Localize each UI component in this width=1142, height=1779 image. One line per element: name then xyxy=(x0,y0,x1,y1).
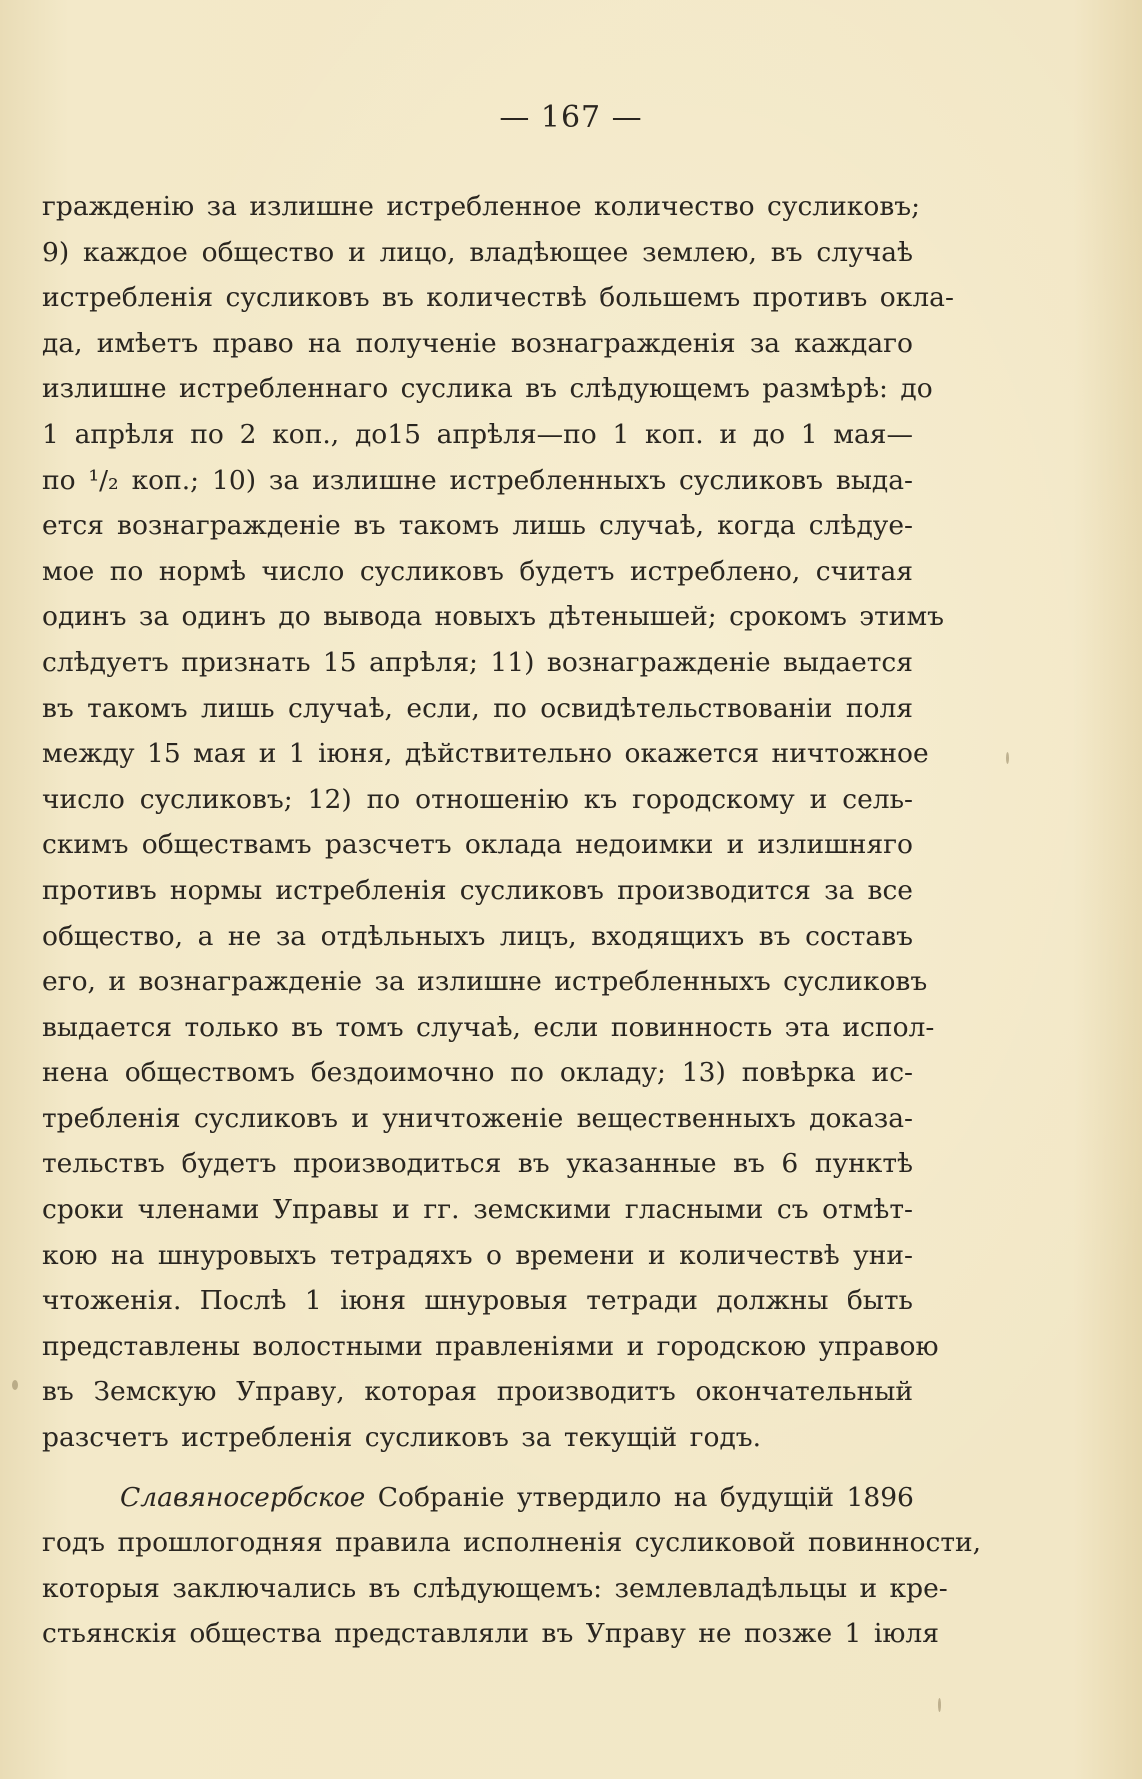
text-line: чтоженія. Послѣ 1 іюня шнуровыя тетради должны быть xyxy=(42,1285,913,1317)
text-line: общество, а не за отдѣльныхъ лицъ, входящихъ въ составъ xyxy=(42,920,913,952)
text-line: 9) каждое общество и лицо, владѣющее землею, въ случаѣ xyxy=(42,236,913,268)
place-name: Славяносербское xyxy=(120,1481,366,1513)
paper-speck xyxy=(938,1698,941,1712)
text-line: въ такомъ лишь случаѣ, если, по освидѣтельствованіи поля xyxy=(42,692,913,724)
text-line: излишне истребленнаго суслика въ слѣдующемъ размѣрѣ: до xyxy=(42,373,933,405)
text-line: тельствъ будетъ производиться въ указанные въ 6 пунктѣ xyxy=(42,1148,913,1180)
text-line: въ Земскую Управу, которая производитъ окончательный xyxy=(42,1376,913,1408)
text-line: скимъ обществамъ разсчетъ оклада недоимки и излишняго xyxy=(42,829,913,861)
body-text xyxy=(42,184,982,1657)
text-line: его, и вознагражденіе за излишне истребленныхъ сусликовъ xyxy=(42,966,928,998)
paper-speck xyxy=(1006,752,1009,764)
text-line: противъ нормы истребленія сусликовъ производится за все xyxy=(42,874,913,906)
text-line: сроки членами Управы и гг. земскими гласными съ отмѣт- xyxy=(42,1194,913,1226)
paragraph-1 xyxy=(42,184,954,1461)
text-line: годъ прошлогодняя правила исполненія сусликовой повинности, xyxy=(42,1527,982,1559)
text-line: истребленія сусликовъ въ количествѣ большемъ противъ окла- xyxy=(42,282,954,314)
text-line: нена обществомъ бездоимочно по окладу; 13) повѣрка ис- xyxy=(42,1057,913,1089)
text-line: ется вознагражденіе въ такомъ лишь случаѣ, когда слѣдуе- xyxy=(42,510,913,542)
text-line: число сусликовъ; 12) по отношенію къ городскому и сель- xyxy=(42,783,913,815)
text-line xyxy=(42,1475,913,1521)
page-number: — 167 — xyxy=(499,100,643,135)
text-line: по ¹/₂ коп.; 10) за излишне истребленныхъ сусликовъ выда- xyxy=(42,464,913,496)
text-line: стьянскія общества представляли въ Управу не позже 1 іюля xyxy=(42,1618,939,1650)
text-line: разсчетъ истребленія сусликовъ за текущій годъ. xyxy=(42,1422,762,1454)
paragraph-2 xyxy=(42,1475,982,1657)
paper-speck xyxy=(12,1380,18,1390)
text-line: слѣдуетъ признать 15 апрѣля; 11) вознагражденіе выдается xyxy=(42,646,913,678)
text-line: которыя заключались въ слѣдующемъ: землевладѣльцы и кре- xyxy=(42,1572,948,1604)
text-fragment: Собраніе утвердило на будущій 1896 xyxy=(377,1481,914,1513)
text-line: требленія сусликовъ и уничтоженіе вещественныхъ доказа- xyxy=(42,1102,913,1134)
text-line: одинъ за одинъ до вывода новыхъ дѣтенышей; срокомъ этимъ xyxy=(42,601,944,633)
text-line: представлены волостными правленіями и городскою управою xyxy=(42,1330,939,1362)
text-line: гражденію за излишне истребленное количество сусликовъ; xyxy=(42,191,921,222)
text-line: да, имѣетъ право на полученіе вознагражденія за каждаго xyxy=(42,327,913,359)
text-line: выдается только въ томъ случаѣ, если повинность эта испол- xyxy=(42,1011,935,1043)
text-line: 1 апрѣля по 2 коп., до15 апрѣля—по 1 коп. и до 1 мая— xyxy=(42,418,913,450)
text-line: мое по нормѣ число сусликовъ будетъ истреблено, считая xyxy=(42,555,913,587)
text-line: между 15 мая и 1 іюня, дѣйствительно окажется ничтожное xyxy=(42,738,929,770)
text-line: кою на шнуровыхъ тетрадяхъ о времени и количествѣ уни- xyxy=(42,1239,913,1271)
